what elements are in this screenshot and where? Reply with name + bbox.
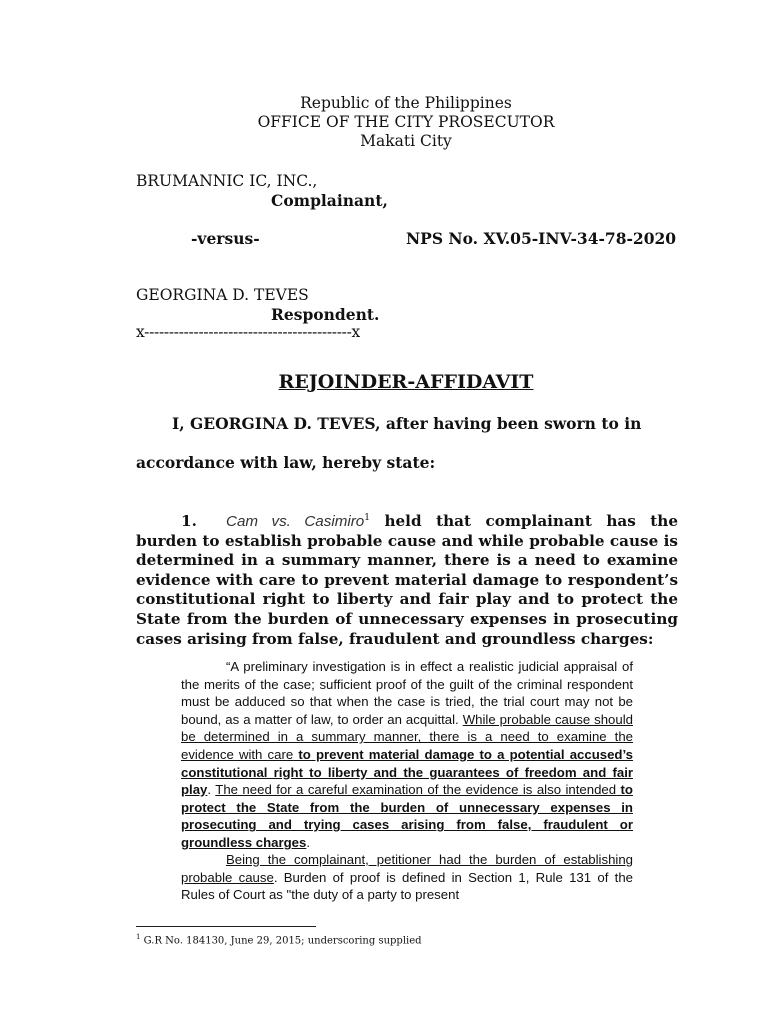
paragraph-2-part-1: Being the complainant, petitioner had the burden of establishing probable cause: [181, 852, 633, 885]
case-number: NPS No. XV.05-INV-34-78-2020: [406, 229, 677, 248]
footnote-rule: [136, 926, 316, 927]
respondent-label: Respondent.: [271, 305, 380, 324]
complainant-name: BRUMANNIC IC, INC.,: [136, 172, 318, 190]
quote-part-7: .: [306, 834, 310, 850]
case-citation: Cam vs. Casimiro: [226, 513, 365, 531]
block-quote: [181, 658, 633, 852]
quote-part-4: .: [207, 782, 216, 798]
document-title: REJOINDER-AFFIDAVIT: [278, 371, 534, 393]
versus-label: -versus-: [191, 229, 260, 248]
respondent-name: GEORGINA D. TEVES: [136, 286, 309, 304]
paragraph-2: [181, 851, 633, 904]
footnote-marker: 1: [136, 933, 141, 941]
footnote-ref: 1: [364, 513, 370, 523]
quote-part-3: to prevent material damage to a potential accused’s constitutional right to liberty and the guarantees of freedom and fair play: [181, 746, 633, 798]
paragraph-number: 1.: [181, 512, 197, 531]
quote-part-6: to protect the State from the burden of unnecessary expenses in prosecuting and trying cases arising from false, fraudulent or groundless charges: [181, 782, 633, 850]
caption-separator: x------------------------------------------x: [136, 323, 360, 341]
quote-part-1: “A preliminary investigation is in effect a realistic judicial appraisal of the merits of the case; sufficient proof of the guilt of the criminal respondent must be adduced so that when the case is tried, the trial court may not be bound, as a matter of law, to order an acquittal.: [181, 659, 633, 727]
quote-part-2: While probable cause should be determined in a summary manner, there is a need to examine the evidence with care: [181, 711, 633, 762]
paragraph-1: [136, 509, 678, 649]
header-office: OFFICE OF THE CITY PROSECUTOR: [257, 113, 555, 131]
footnote-text: G.R No. 184130, June 29, 2015; underscoring supplied: [140, 935, 422, 947]
paragraph-1-text: held that complainant has the burden to establish probable cause and while probable cause is determined in a summary manner, there is a need to examine evidence with care to prevent material damage to respondent’s constitutional right to liberty and fair play and to protect the State from the burden of unnecessary expenses in prosecuting cases arising from false, fraudulent and groundless charges:: [136, 512, 679, 648]
header-city: Makati City: [360, 132, 452, 150]
footnote: [136, 933, 422, 946]
intro-line-2: accordance with law, hereby state:: [136, 453, 436, 472]
paragraph-2-part-2: . Burden of proof is defined in Section 1, Rule 131 of the Rules of Court as "the duty of a party to present: [181, 869, 633, 903]
complainant-label: Complainant,: [271, 191, 388, 210]
intro-line-1: I, GEORGINA D. TEVES, after having been sworn to in: [172, 414, 642, 433]
quote-part-5: The need for a careful examination of the evidence is also intended: [215, 782, 617, 798]
header-republic: Republic of the Philippines: [300, 94, 512, 112]
